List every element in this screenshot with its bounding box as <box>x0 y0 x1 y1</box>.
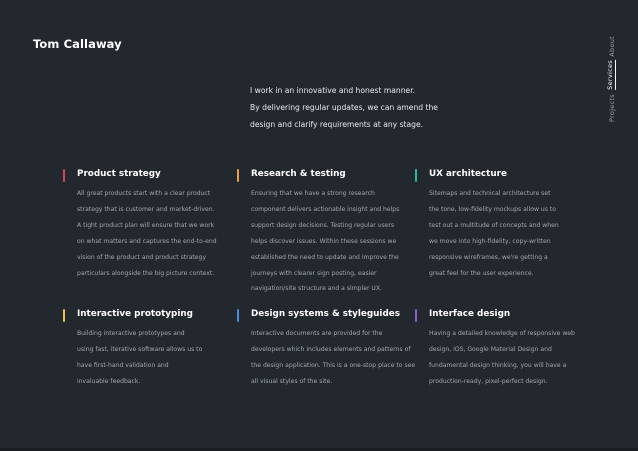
accent-bar <box>63 309 65 322</box>
service-title: Research & testing <box>251 169 346 179</box>
service-text-line: responsive wireframes, we're getting a <box>429 253 548 261</box>
service-text-line: production-ready, pixel-perfect design. <box>429 377 548 385</box>
nav-item-services[interactable]: Services <box>606 60 614 90</box>
accent-bar <box>415 169 417 182</box>
service-text-line: developers which includes elements and patterns of <box>251 345 411 353</box>
service-description <box>77 186 242 281</box>
service-product-strategy <box>77 168 242 281</box>
service-text-line: all visual styles of the site. <box>251 377 333 385</box>
service-text-line: Building interactive prototypes and <box>77 330 185 337</box>
service-text-line: journeys with clearer sign posting, easier <box>251 269 377 277</box>
nav-item-about[interactable]: About <box>608 36 616 57</box>
service-text-line: Having a detailed knowledge of responsive web <box>429 330 575 337</box>
service-text-line: helps discover issues. Within these sessions we <box>251 237 397 245</box>
accent-bar <box>415 309 417 322</box>
side-nav <box>602 36 616 126</box>
service-text-line: vision of the product and product strategy <box>77 253 207 261</box>
service-text-line: navigation/site structure and a simpler UX. <box>251 285 382 293</box>
service-ux-architecture <box>429 168 594 281</box>
intro-statement <box>250 82 480 133</box>
service-design-systems <box>251 308 416 390</box>
service-interactive-prototyping <box>77 308 242 390</box>
service-description <box>77 326 242 390</box>
service-description <box>429 326 594 390</box>
service-text-line: the design application. This is a one-stop place to see <box>251 361 416 369</box>
service-text-line: the tone, low-fidelity mockups allow us to <box>429 205 556 213</box>
service-text-line: strategy that is customer and market-driven. <box>77 205 215 213</box>
service-text-line: particulars alongside the big picture context. <box>77 269 215 277</box>
service-title: Interface design <box>429 309 511 319</box>
service-description <box>251 186 416 297</box>
service-text-line: have first-hand validation and <box>77 361 169 369</box>
service-text-line: All great products start with a clear product <box>77 190 211 197</box>
service-text-line: on what matters and captures the end-to-end <box>77 237 217 245</box>
accent-bar <box>237 169 239 182</box>
service-text-line: fundamental design thinking, you will have a <box>429 361 567 369</box>
service-text-line: Ensuring that we have a strong research <box>251 190 375 197</box>
nav-item-projects[interactable]: Projects <box>608 94 616 123</box>
service-text-line: support design decisions. Testing regular users <box>251 221 395 229</box>
intro-line: I work in an innovative and honest manner. <box>250 86 416 95</box>
service-text-line: great feel for the user experience. <box>429 269 534 277</box>
service-title: Product strategy <box>77 169 161 179</box>
intro-line: By delivering regular updates, we can amend the <box>250 103 438 112</box>
service-text-line: we move into high-fidelity, copy-written <box>429 237 551 245</box>
service-text-line: Interactive documents are provided for the <box>251 330 383 337</box>
service-title: UX architecture <box>429 169 507 179</box>
service-title: Design systems & styleguides <box>251 309 400 319</box>
service-text-line: established the need to update and improve the <box>251 253 399 261</box>
accent-bar <box>63 169 65 182</box>
service-text-line: design, iOS, Google Material Design and <box>429 345 552 353</box>
service-text-line: invaluable feedback. <box>77 377 141 385</box>
service-text-line: test out a multitude of concepts and when <box>429 221 559 229</box>
service-description <box>429 186 594 281</box>
service-research-testing <box>251 168 416 297</box>
service-text-line: component delivers actionable insight and helps <box>251 205 400 213</box>
service-text-line: using fast, iterative software allows us to <box>77 345 203 353</box>
service-description <box>251 326 416 390</box>
accent-bar <box>237 309 239 322</box>
service-title: Interactive prototyping <box>77 309 193 319</box>
service-text-line: A tight product plan will ensure that we work <box>77 221 215 229</box>
service-text-line: Sitemaps and technical architecture set <box>429 190 551 197</box>
service-interface-design <box>429 308 594 390</box>
intro-line: design and clarify requirements at any stage. <box>250 120 424 129</box>
brand-name[interactable]: Tom Callaway <box>33 37 122 51</box>
